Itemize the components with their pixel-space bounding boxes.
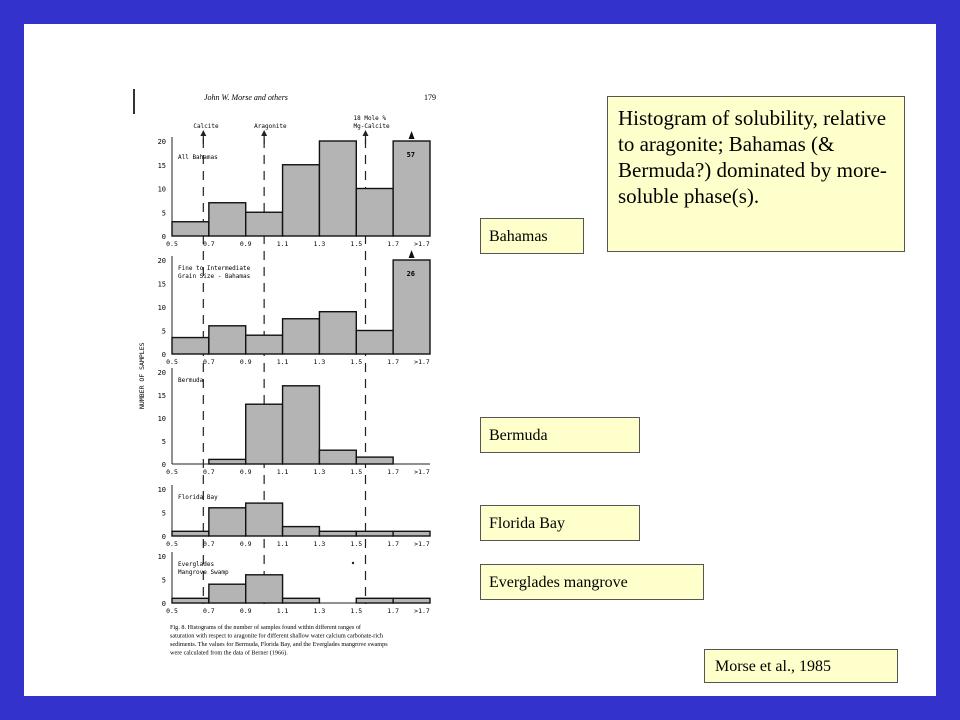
histogram-bar [172,338,209,354]
y-tick-label: 10 [157,553,166,561]
x-tick-label: >1.7 [414,358,430,366]
x-tick-label: 0.5 [166,358,178,366]
histogram-bar [283,598,320,603]
panel-title: All Bahamas [178,154,218,161]
histogram-bar [246,212,283,236]
x-tick-label: 0.5 [166,468,178,476]
overflow-arrow [409,131,415,139]
histogram-bar [283,527,320,536]
panel-title: Florida Bay [178,494,218,501]
arrow-label: Calcite [193,123,219,130]
histogram-figure [134,84,434,684]
x-tick-label: 1.5 [350,358,363,366]
y-tick-label: 20 [157,257,166,265]
summary-note: Histogram of solubility, relative to aragonite; Bahamas (& Bermuda?) dominated by more-soluble phase(s). [607,96,905,252]
histogram-bar [283,319,320,354]
x-tick-label: 1.7 [387,468,400,476]
y-tick-label: 5 [161,438,166,446]
x-tick-label: 0.7 [202,358,215,366]
slide [24,24,936,696]
x-tick-label: 0.5 [166,240,178,248]
x-tick-label: 1.3 [313,540,326,548]
histogram-bar [209,203,246,236]
histogram-bar [319,312,356,354]
figure-caption: Fig. 8. Histograms of the number of samples found within different ranges of [170,624,361,631]
header-author: John W. Morse and others [204,93,288,102]
bar-value-label: 57 [406,151,416,159]
x-tick-label: 0.9 [239,540,252,548]
y-tick-label: 0 [161,600,166,608]
arrow-label: Aragonite [254,123,287,130]
panel-title: Fine to Intermediate [178,265,251,272]
bar-value-label: 26 [406,270,416,278]
arrow-head [200,130,206,136]
histogram-bar [319,531,356,536]
header-page: 179 [424,93,436,102]
x-tick-label: 1.1 [276,540,289,548]
panel-title: Grain Size - Bahamas [178,273,251,280]
y-tick-label: 0 [161,461,166,469]
y-tick-label: 10 [157,304,166,312]
x-tick-label: 1.3 [313,607,326,615]
y-tick-label: 10 [157,185,166,194]
histogram-bar [319,450,356,464]
histogram-bar [356,598,393,603]
x-tick-label: 0.5 [166,540,178,548]
histogram-bar [246,335,283,354]
label-bermuda: Bermuda [480,417,640,453]
histogram-bar [172,598,209,603]
histogram-bar [356,531,393,536]
panel-title: Mangrove Swamp [178,569,229,576]
x-tick-label: >1.7 [414,240,430,248]
histogram-bar [283,165,320,236]
histogram-bar [319,141,356,236]
x-tick-label: 1.3 [313,240,326,248]
y-tick-label: 15 [157,280,166,289]
arrow-label: 18 Mole % [353,115,387,122]
x-tick-label: 1.1 [276,468,289,476]
y-tick-label: 5 [161,209,166,218]
panel-title: Everglades [178,561,215,568]
citation: Morse et al., 1985 [704,649,898,683]
y-tick-label: 10 [157,415,166,423]
histogram-bar [356,331,393,355]
y-tick-label: 10 [157,486,166,494]
x-tick-label: 0.7 [202,540,215,548]
scan-dot [352,562,354,564]
x-tick-label: 1.7 [387,358,400,366]
x-tick-label: 1.1 [276,358,289,366]
y-tick-label: 20 [157,138,166,146]
histogram-bar [246,404,283,464]
histogram-bar [209,326,246,354]
x-tick-label: 0.5 [166,607,178,615]
overflow-arrow [409,250,415,258]
y-tick-label: 5 [161,327,166,336]
histogram-bar [172,531,209,536]
x-tick-label: 1.3 [313,468,326,476]
x-tick-label: 1.5 [350,540,363,548]
histogram-bar [393,598,430,603]
x-tick-label: >1.7 [414,540,430,548]
x-tick-label: 1.7 [387,607,400,615]
x-tick-label: >1.7 [414,468,430,476]
x-tick-label: 0.7 [202,607,215,615]
histogram-bar [283,386,320,464]
y-tick-label: 5 [161,509,166,518]
label-bahamas: Bahamas [480,218,584,254]
y-axis-title: NUMBER OF SAMPLES [138,342,146,409]
x-tick-label: 0.7 [202,468,215,476]
y-tick-label: 20 [157,369,166,377]
y-tick-label: 5 [161,576,166,585]
histogram-bar [246,503,283,536]
x-tick-label: 0.9 [239,468,252,476]
histogram-bar [209,459,246,464]
arrow-label: Mg-Calcite [353,123,390,130]
y-tick-label: 15 [157,161,166,170]
label-everglades-mangrove: Everglades mangrove [480,564,704,600]
figure-caption: were calculated from the data of Berner (1966). [170,649,288,657]
x-tick-label: 1.5 [350,607,363,615]
histogram-bar [393,531,430,536]
x-tick-label: 1.3 [313,358,326,366]
figure-caption: saturation with respect to aragonite for different shallow water calcium carbonate-rich [170,632,383,640]
arrow-head [261,130,267,136]
x-tick-label: 1.5 [350,240,363,248]
y-tick-label: 0 [161,351,166,359]
histogram-bar [246,575,283,603]
x-tick-label: 1.1 [276,240,289,248]
y-tick-label: 0 [161,533,166,541]
figure-caption: sediments. The values for Bermuda, Florida Bay, and the Everglades mangrove swamps [170,641,388,648]
x-tick-label: 0.9 [239,358,252,366]
x-tick-label: 1.7 [387,240,400,248]
histogram-bar [356,457,393,464]
histogram-bar [209,584,246,603]
x-tick-label: 0.7 [202,240,215,248]
label-florida-bay: Florida Bay [480,505,640,541]
x-tick-label: 1.7 [387,540,400,548]
y-tick-label: 0 [161,233,166,241]
x-tick-label: >1.7 [414,607,430,615]
x-tick-label: 1.1 [276,607,289,615]
histogram-bar [356,189,393,237]
x-tick-label: 1.5 [350,468,363,476]
panel-title: Bermuda [178,377,204,384]
x-tick-label: 0.9 [239,240,252,248]
y-tick-label: 15 [157,392,166,400]
x-tick-label: 0.9 [239,607,252,615]
arrow-head [363,130,369,136]
histogram-bar [172,222,209,236]
histogram-bar [209,508,246,536]
